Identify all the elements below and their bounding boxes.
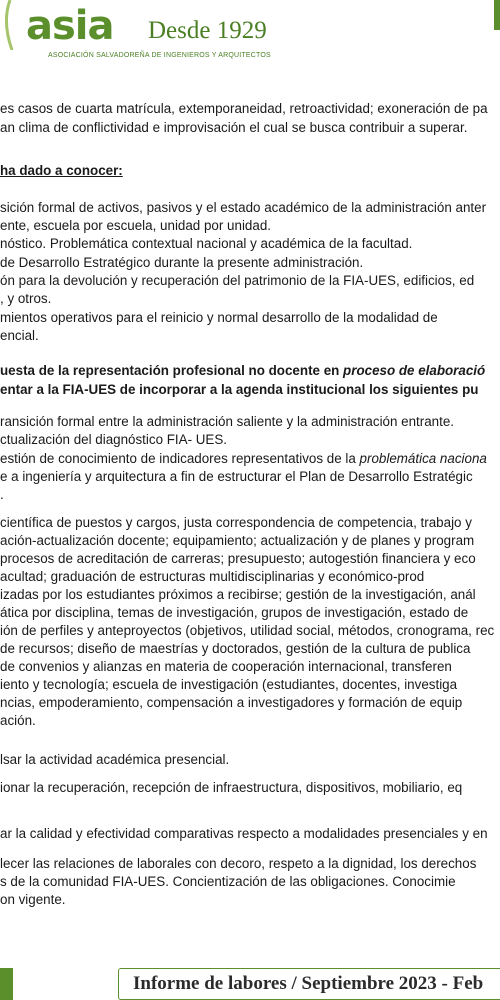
list-item: mientos operativos para el reinicio y normal desarrollo de la modalidad de — [0, 310, 438, 325]
heading-emphasis: proceso de elaboració — [343, 363, 486, 378]
list-item: ncias, empoderamiento, compensación a investigadores y formación de equip — [0, 695, 463, 710]
list-item: . — [0, 487, 4, 502]
paragraph-line: an clima de conflictividad e improvisación el cual se busca contribuir a superar. — [0, 120, 468, 135]
list-item: ón para la devolución y recuperación del patrimonio de la FIA-UES, edificios, ed — [0, 273, 475, 288]
list-item: sición formal de activos, pasivos y el estado académico de la administración anter — [0, 200, 487, 215]
list-item: de convenios y alianzas en materia de cooperación internacional, transferen — [0, 659, 452, 674]
list-item: de recursos; diseño de maestrías y doctorados, gestión de la cultura de publica — [0, 641, 471, 656]
list-item: ación-actualización docente; equipamiento; actualización y de planes y program — [0, 533, 475, 548]
list-item: lecer las relaciones de laborales con decoro, respeto a la dignidad, los derechos — [0, 856, 477, 871]
list-emphasis: problemática naciona — [359, 451, 487, 466]
asia-logo — [26, 3, 316, 68]
section-heading: entar a la FIA-UES de incorporar a la agenda institucional los siguientes pu — [0, 382, 479, 397]
list-item: lsar la actividad académica presencial. — [0, 752, 230, 767]
footer-bar — [118, 968, 500, 1000]
list-item: ar la calidad y efectividad comparativas respecto a modalidades presenciales y en — [0, 826, 488, 841]
logo-wordmark: asia — [26, 3, 114, 49]
list-item: e a ingeniería y arquitectura a fin de estructurar el Plan de Desarrollo Estratégic — [0, 469, 473, 484]
list-item: iento y tecnología; escuela de investigación (estudiantes, docentes, investiga — [0, 677, 458, 692]
heading-text: uesta de la representación profesional no docente en — [0, 363, 344, 378]
list-text: estión de conocimiento de indicadores representativos de la — [0, 451, 360, 466]
list-item: ransición formal entre la administración saliente y la administración entrante. — [0, 414, 455, 429]
list-item: acultad; graduación de estructuras multidisciplinarias y económico-prod — [0, 569, 425, 584]
list-item: on vigente. — [0, 892, 66, 907]
section-heading — [0, 362, 485, 380]
document-body — [0, 100, 500, 960]
logo-accent-curve — [0, 0, 22, 50]
list-item: izadas por los estudiantes próximos a recibirse; gestión de la investigación, anál — [0, 587, 476, 602]
list-item: s de la comunidad FIA-UES. Concientización de las obligaciones. Conocimie — [0, 874, 456, 889]
paragraph-line: es casos de cuarta matrícula, extemporaneidad, retroactividad; exoneración de pa — [0, 101, 488, 116]
list-item: ionar la recuperación, recepción de infraestructura, dispositivos, mobiliario, eq — [0, 780, 463, 795]
logo-since: Desde 1929 — [148, 17, 267, 44]
list-item: de Desarrollo Estratégico durante la presente administración. — [0, 255, 364, 270]
list-item: , y otros. — [0, 291, 52, 306]
header-accent-bar — [494, 0, 500, 30]
list-item: ente, escuela por escuela, unidad por unidad. — [0, 218, 271, 233]
list-item: nóstico. Problemática contextual nacional y académica de la facultad. — [0, 236, 413, 251]
list-item: ación. — [0, 713, 36, 728]
list-item: encial. — [0, 328, 39, 343]
footer-accent-block — [0, 968, 13, 1000]
list-item: ática por disciplina, temas de investigación, grupos de investigación, estado de — [0, 605, 469, 620]
list-item: procesos de acreditación de carreras; presupuesto; autogestión financiera y eco — [0, 551, 476, 566]
list-item: ión de perfiles y anteproyectos (objetivos, utilidad social, métodos, cronograma, rec — [0, 623, 495, 638]
list-item: científica de puestos y cargos, justa correspondencia de competencia, trabajo y — [0, 515, 472, 530]
section-heading: ha dado a conocer: — [0, 163, 123, 178]
footer-title: Informe de labores / Septiembre 2023 - Feb — [133, 973, 484, 994]
list-item — [0, 450, 487, 468]
logo-subtitle: ASOCIACIÓN SALVADOREÑA DE INGENIEROS Y ARQUITECTOS — [48, 52, 271, 59]
list-item: ctualización del diagnóstico FIA- UES. — [0, 432, 228, 447]
